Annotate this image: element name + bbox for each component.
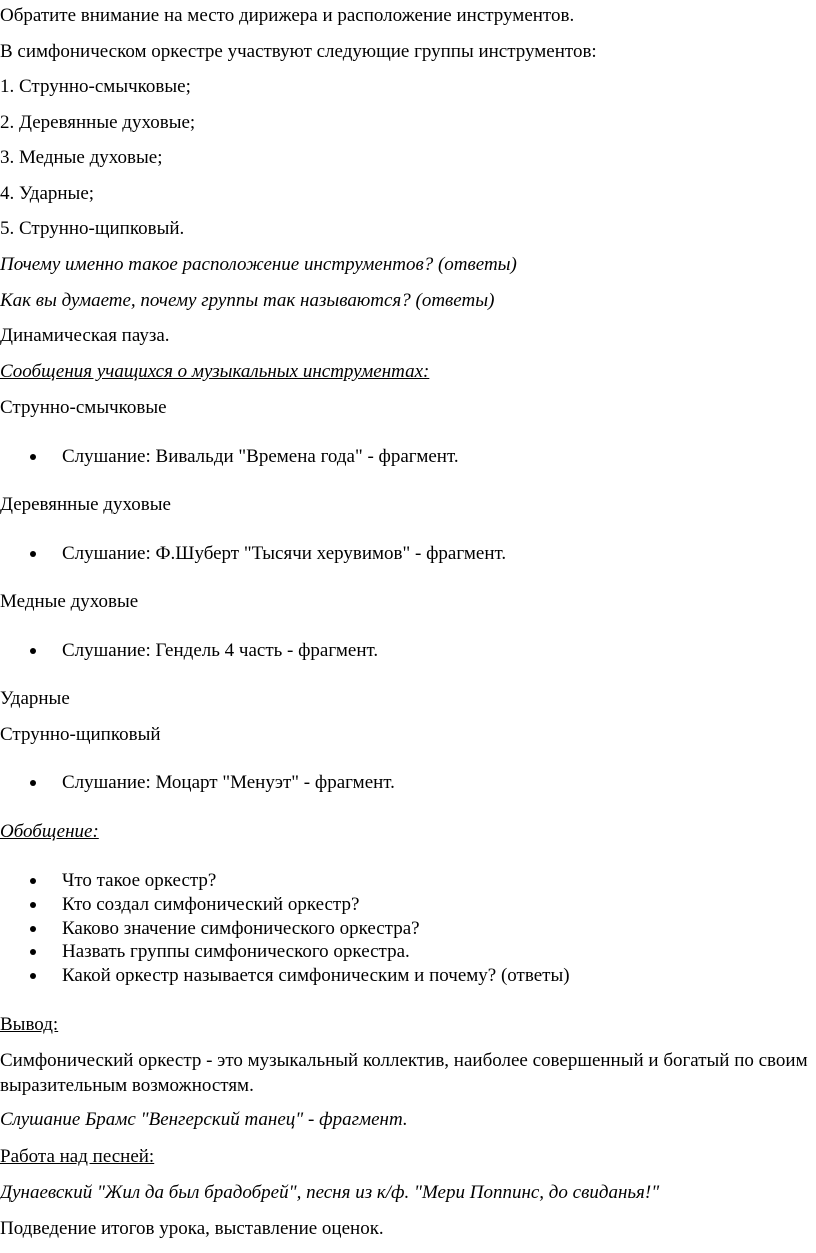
- group-item: 1. Струнно-смычковые;: [0, 76, 191, 97]
- song-text: Дунаевский "Жил да был брадобрей", песня из к/ф. "Мери Поппинс, до свиданья!": [0, 1182, 660, 1203]
- question-names: Как вы думаете, почему группы так называются? (ответы): [0, 290, 495, 311]
- messages-heading: Сообщения учащихся о музыкальных инструментах:: [0, 361, 430, 382]
- bullet-icon: [30, 454, 36, 460]
- bullet-icon: [30, 878, 36, 884]
- closing-text: Подведение итогов урока, выставление оценок.: [0, 1218, 384, 1239]
- groups-intro: В симфоническом оркестре участвуют следующие группы инструментов:: [0, 41, 597, 62]
- conclusion-text: Симфонический оркестр - это музыкальный коллектив, наиболее совершенный и богатый по своим выразительным возможностям.: [0, 1050, 808, 1096]
- intro-paragraph: Обратите внимание на место дирижера и расположение инструментов.: [0, 5, 575, 26]
- bullet-icon: [30, 648, 36, 654]
- group-item: 4. Ударные;: [0, 183, 95, 204]
- bullet-icon: [30, 949, 36, 955]
- conclusion-heading: Вывод:: [0, 1014, 59, 1035]
- section-heading: Ударные: [0, 688, 70, 709]
- bullet-icon: [30, 926, 36, 932]
- group-item: 2. Деревянные духовые;: [0, 112, 196, 133]
- group-item: 5. Струнно-щипковый.: [0, 218, 185, 239]
- section-heading: Струнно-смычковые: [0, 397, 167, 418]
- summary-heading: Обобщение:: [0, 821, 99, 842]
- section-heading: Струнно-щипковый: [0, 724, 161, 745]
- group-item: 3. Медные духовые;: [0, 147, 163, 168]
- document-page: Обратите внимание на место дирижера и расположение инструментов. В симфоническом оркестре участвуют следующие группы инструментов: 1. Струнно-смычковые; 2. Деревянные духовые; 3. Медные духовые; 4. Ударные; 5. Струнно-щипковый. Почему именно такое расположение инструментов? (ответы) Как вы думаете, почему группы так называются? (ответы) Динамическая пауза. Сообщения учащихся о музыкальных инструментах: Струнно-смычковые Слушание: Вивальди "Времена года" - фрагмент. Деревянные духовые Слушание: Ф.Шуберт "Тысячи херувимов" - фрагмент. Медные духовые Слушание: Гендель 4 часть - фрагмент. Ударные Струнно-щипковый Слушание: Моцарт "Менуэт" - фрагмент. Обобщение: Что такое оркестр? Кто создал симфонический оркестр? Каково значение симфонического оркестра? Назвать группы симфонического оркестра. Какой оркестр называется симфоническим и почему? (ответы) Вывод: Симфонический оркестр - это музыкальный коллектив, наиболее совершенный и богатый по своим выразительным возможностям. Слушание Брамс "Венгерский танец" - фрагмент. Работа над песней: Дунаевский "Жил да был брадобрей", песня из к/ф. "Мери Поппинс, до свиданья!" Подведение итогов урока, выставление оценок.: [0, 0, 816, 1253]
- song-heading: Работа над песней:: [0, 1146, 155, 1167]
- question-arrangement: Почему именно такое расположение инструментов? (ответы): [0, 254, 517, 275]
- bullet-icon: [30, 780, 36, 786]
- section-heading: Медные духовые: [0, 591, 139, 612]
- section-heading: Деревянные духовые: [0, 494, 171, 515]
- dynamic-pause: Динамическая пауза.: [0, 325, 170, 346]
- conclusion-listening: Слушание Брамс "Венгерский танец" - фрагмент.: [0, 1109, 408, 1130]
- bullet-icon: [30, 902, 36, 908]
- bullet-icon: [30, 973, 36, 979]
- bullet-icon: [30, 551, 36, 557]
